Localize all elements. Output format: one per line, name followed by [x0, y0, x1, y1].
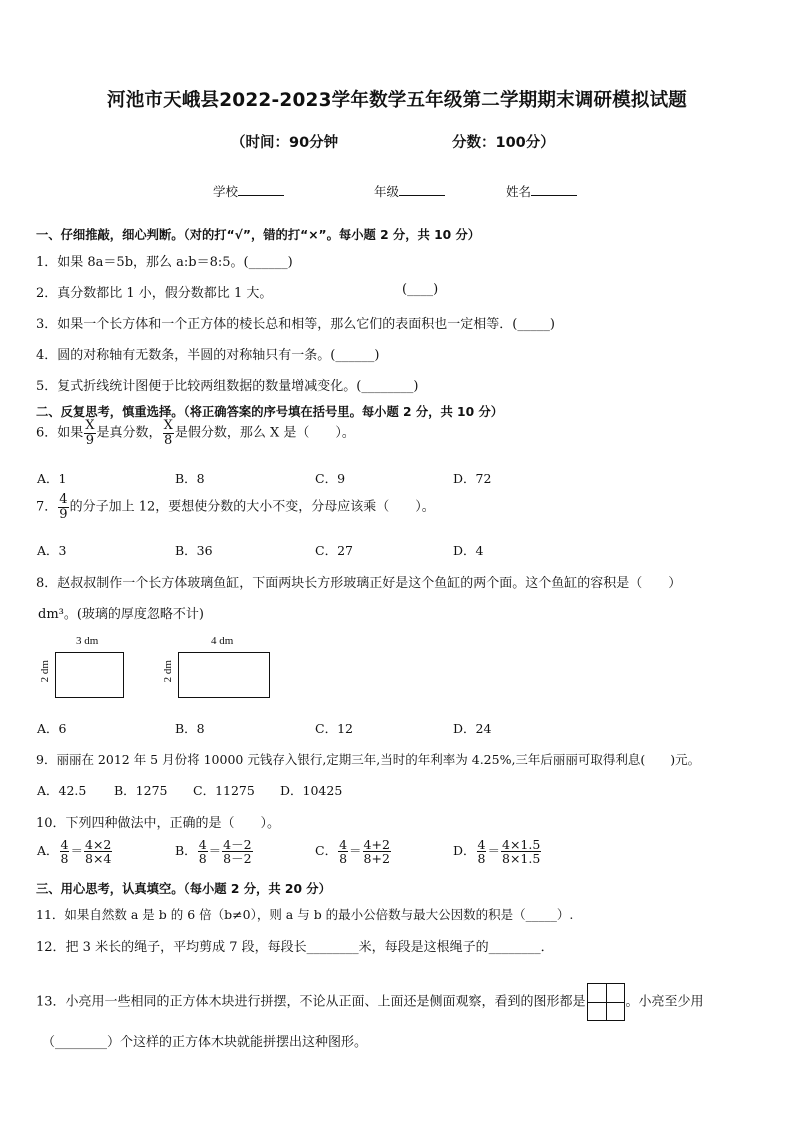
glass-rectangle-2 [178, 652, 270, 698]
question-7: 7． $\frac{4}{9}$ 的分子加上 12，要想使分数的大小不变，分母应该乘（ ）。 [36, 492, 435, 522]
q7-option-d[interactable]: D．4 [453, 543, 484, 558]
school-field[interactable] [213, 182, 284, 200]
q8-option-a[interactable]: A．6 [37, 721, 67, 736]
rect1-side-label: 2 dm [39, 660, 51, 683]
grid-2x2-figure [587, 983, 625, 1021]
q8-option-b[interactable]: B．8 [175, 721, 205, 736]
section-3-heading: 三、用心思考，认真填空。（每小题 2 分，共 20 分） [36, 882, 331, 896]
question-1: 1．如果 8a＝5b，那么 a:b＝8:5。(______) [36, 255, 293, 270]
question-13-line-1: 13．小亮用一些相同的正方体木块进行拼摆，不论从正面、上面还是侧面观察，看到的图形都是 。小亮至少用 [36, 983, 704, 1021]
question-2-blank[interactable]: (____) [402, 282, 439, 297]
q6-option-b[interactable]: B．8 [175, 471, 205, 486]
q10-option-a[interactable]: A． $\frac{4}{8}$ ＝ $\frac{4\times 2}{8\times 4}$ [37, 837, 112, 867]
q10-option-c[interactable]: C． $\frac{4}{8}$ ＝ $\frac{4+2}{8+2}$ [315, 837, 390, 867]
question-12: 12．把 3 米长的绳子，平均剪成 7 段，每段长________米，每段是这根绳子的________． [36, 940, 554, 955]
section-1-heading: 一、仔细推敲，细心判断。（对的打“√”，错的打“×”。每小题 2 分，共 10 分） [36, 228, 481, 242]
q9-option-c[interactable]: C．11275 [193, 783, 255, 798]
q6-option-a[interactable]: A．1 [37, 471, 67, 486]
q9-option-b[interactable]: B．1275 [114, 783, 168, 798]
question-8-line-1: 8．赵叔叔制作一个长方体玻璃鱼缸，下面两块长方形玻璃正好是这个鱼缸的两个面。这个鱼缸的容积是（ ） [36, 576, 682, 591]
time-info: （时间：90分钟 [231, 135, 339, 151]
question-6: 6．如果 $\frac{X}{9}$ 是真分数， $\frac{X}{8}$ 是假分数，那么 X 是（ ）。 [36, 418, 355, 448]
fraction-x-over-8: $\frac{X}{8}$ [163, 418, 173, 448]
q7-option-a[interactable]: A．3 [37, 543, 67, 558]
fraction-x-over-9: $\frac{X}{9}$ [85, 418, 95, 448]
q10-option-b[interactable]: B． $\frac{4}{8}$ ＝ $\frac{4-2}{8-2}$ [175, 837, 252, 867]
question-5: 5．复式折线统计图便于比较两组数据的数量增减变化。(________) [36, 379, 419, 394]
q10-option-d[interactable]: D． $\frac{4}{8}$ ＝ $\frac{4\times 1.5}{8\times 1.5}$ [453, 837, 541, 867]
glass-rectangle-1 [55, 652, 124, 698]
q7-option-c[interactable]: C．27 [315, 543, 353, 558]
page-title: 河池市天峨县2022-2023学年数学五年级第二学期期末调研模拟试题 [107, 90, 687, 111]
q7-option-b[interactable]: B．36 [175, 543, 213, 558]
q9-option-a[interactable]: A．42.5 [37, 783, 87, 798]
q6-option-d[interactable]: D．72 [453, 471, 492, 486]
rect1-top-label: 3 dm [76, 635, 99, 647]
school-label: 学校 [213, 184, 239, 199]
fraction-4-over-9: $\frac{4}{9}$ [59, 492, 68, 522]
name-label: 姓名 [506, 184, 532, 199]
question-4: 4．圆的对称轴有无数条，半圆的对称轴只有一条。(______) [36, 348, 380, 363]
rect2-top-label: 4 dm [211, 635, 234, 647]
question-2: 2．真分数都比 1 小，假分数都比 1 大。 [36, 286, 273, 301]
question-13-line-2: （________）个这样的正方体木块就能拼摆出这种图形。 [42, 1035, 368, 1050]
q8-option-c[interactable]: C．12 [315, 721, 353, 736]
score-info: 分数：100分） [452, 135, 555, 151]
grade-label: 年级 [374, 184, 400, 199]
question-11: 11．如果自然数 a 是 b 的 6 倍（b≠0），则 a 与 b 的最小公倍数与最大公因数的积是（_____）. [36, 907, 574, 922]
question-10: 10．下列四种做法中，正确的是（ ）。 [36, 816, 281, 831]
question-9: 9．丽丽在 2012 年 5 月份将 10000 元钱存入银行,定期三年,当时的年利率为 4.25%,三年后丽丽可取得利息( )元。 [36, 752, 701, 767]
grade-field[interactable] [374, 182, 445, 200]
section-2-heading: 二、反复思考，慎重选择。（将正确答案的序号填在括号里。每小题 2 分，共 10 分） [36, 405, 504, 419]
q9-option-d[interactable]: D．10425 [280, 783, 343, 798]
q6-option-c[interactable]: C．9 [315, 471, 346, 486]
question-8-line-2: dm³。(玻璃的厚度忽略不计) [38, 607, 205, 622]
rect2-side-label: 2 dm [162, 660, 174, 683]
question-3: 3．如果一个长方体和一个正方体的棱长总和相等，那么它们的表面积也一定相等．(_____) [36, 317, 555, 332]
name-field[interactable] [506, 182, 577, 200]
q8-option-d[interactable]: D．24 [453, 721, 492, 736]
